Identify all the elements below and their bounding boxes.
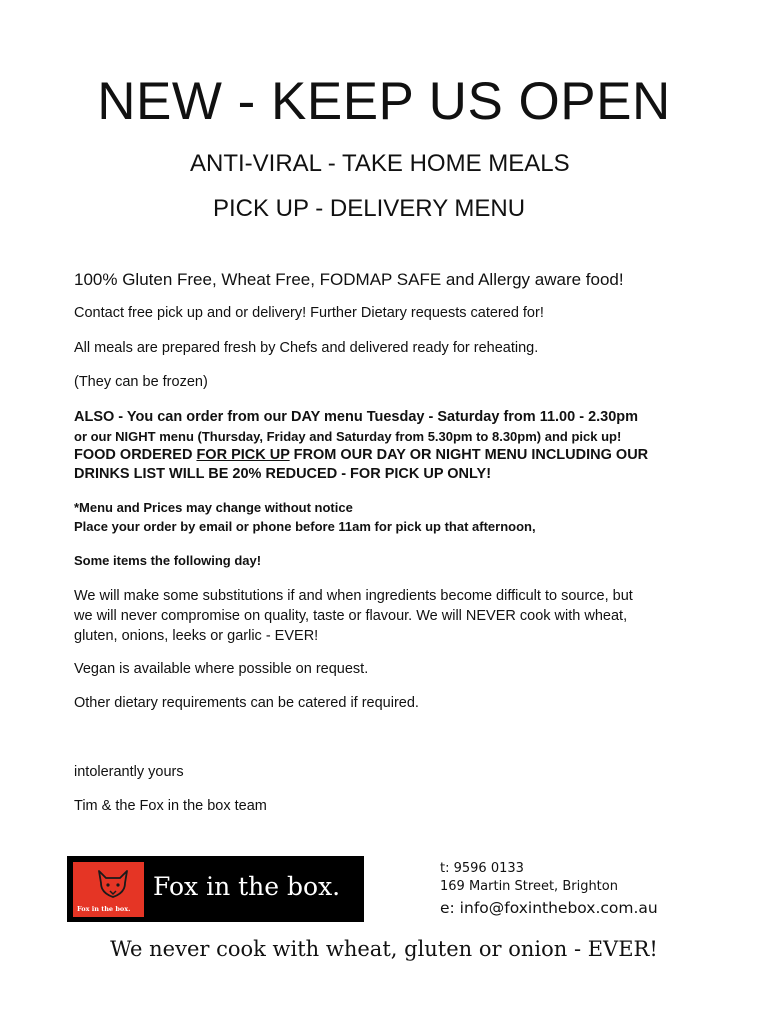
contact-free-text: Contact free pick up and or delivery! Further Dietary requests catered for! bbox=[74, 305, 544, 321]
logo-red-square bbox=[73, 862, 144, 917]
gluten-free-lead: 100% Gluten Free, Wheat Free, FODMAP SAFE and Allergy aware food! bbox=[74, 270, 624, 289]
place-order-text: Place your order by email or phone before 11am for pick up that afternoon, bbox=[74, 519, 536, 534]
some-items-text: Some items the following day! bbox=[74, 553, 262, 568]
substitutions-line-3: gluten, onions, leeks or garlic - EVER! bbox=[74, 628, 319, 644]
night-menu-text: or our NIGHT menu (Thursday, Friday and Saturday from 5.30pm to 8.30pm) and pick up! bbox=[74, 429, 622, 444]
pickup-discount-post: FROM OUR DAY OR NIGHT MENU INCLUDING OUR bbox=[289, 447, 649, 463]
signature-text: Tim & the Fox in the box team bbox=[74, 798, 267, 814]
subtitle-take-home-meals: ANTI-VIRAL - TAKE HOME MEALS bbox=[190, 150, 570, 177]
contact-email: e: info@foxinthebox.com.au bbox=[440, 899, 658, 917]
other-dietary-text: Other dietary requirements can be catered if required. bbox=[74, 695, 419, 711]
signoff-text: intolerantly yours bbox=[74, 764, 184, 780]
drinks-list-text: DRINKS LIST WILL BE 20% REDUCED - FOR PICK UP ONLY! bbox=[74, 466, 492, 482]
pickup-discount-pre: FOOD ORDERED bbox=[74, 447, 197, 463]
fox-in-the-box-logo bbox=[67, 856, 364, 922]
frozen-text: (They can be frozen) bbox=[74, 374, 208, 390]
substitutions-line-1: We will make some substitutions if and when ingredients become difficult to source, but bbox=[74, 588, 633, 604]
substitutions-line-2: we will never compromise on quality, taste or flavour. We will NEVER cook with wheat, bbox=[74, 608, 628, 624]
logo-name-text: Fox in the box. bbox=[153, 872, 341, 901]
pickup-discount-line bbox=[74, 446, 648, 465]
footer-tagline: We never cook with wheat, gluten or onion - EVER! bbox=[110, 937, 658, 961]
contact-address: 169 Martin Street, Brighton bbox=[440, 879, 618, 894]
vegan-text: Vegan is available where possible on request. bbox=[74, 661, 369, 677]
prepared-text: All meals are prepared fresh by Chefs and delivered ready for reheating. bbox=[74, 340, 539, 356]
fox-head-icon bbox=[95, 868, 131, 900]
menu-prices-note: *Menu and Prices may change without notice bbox=[74, 500, 353, 515]
pickup-discount-underlined: FOR PICK UP bbox=[196, 447, 290, 463]
subtitle-pickup-delivery: PICK UP - DELIVERY MENU bbox=[213, 195, 526, 222]
day-menu-text: ALSO - You can order from our DAY menu Tuesday - Saturday from 11.00 - 2.30pm bbox=[74, 409, 639, 425]
page-title: NEW - KEEP US OPEN bbox=[97, 72, 671, 131]
logo-small-text: Fox in the box. bbox=[77, 905, 131, 913]
contact-phone: t: 9596 0133 bbox=[440, 861, 524, 876]
